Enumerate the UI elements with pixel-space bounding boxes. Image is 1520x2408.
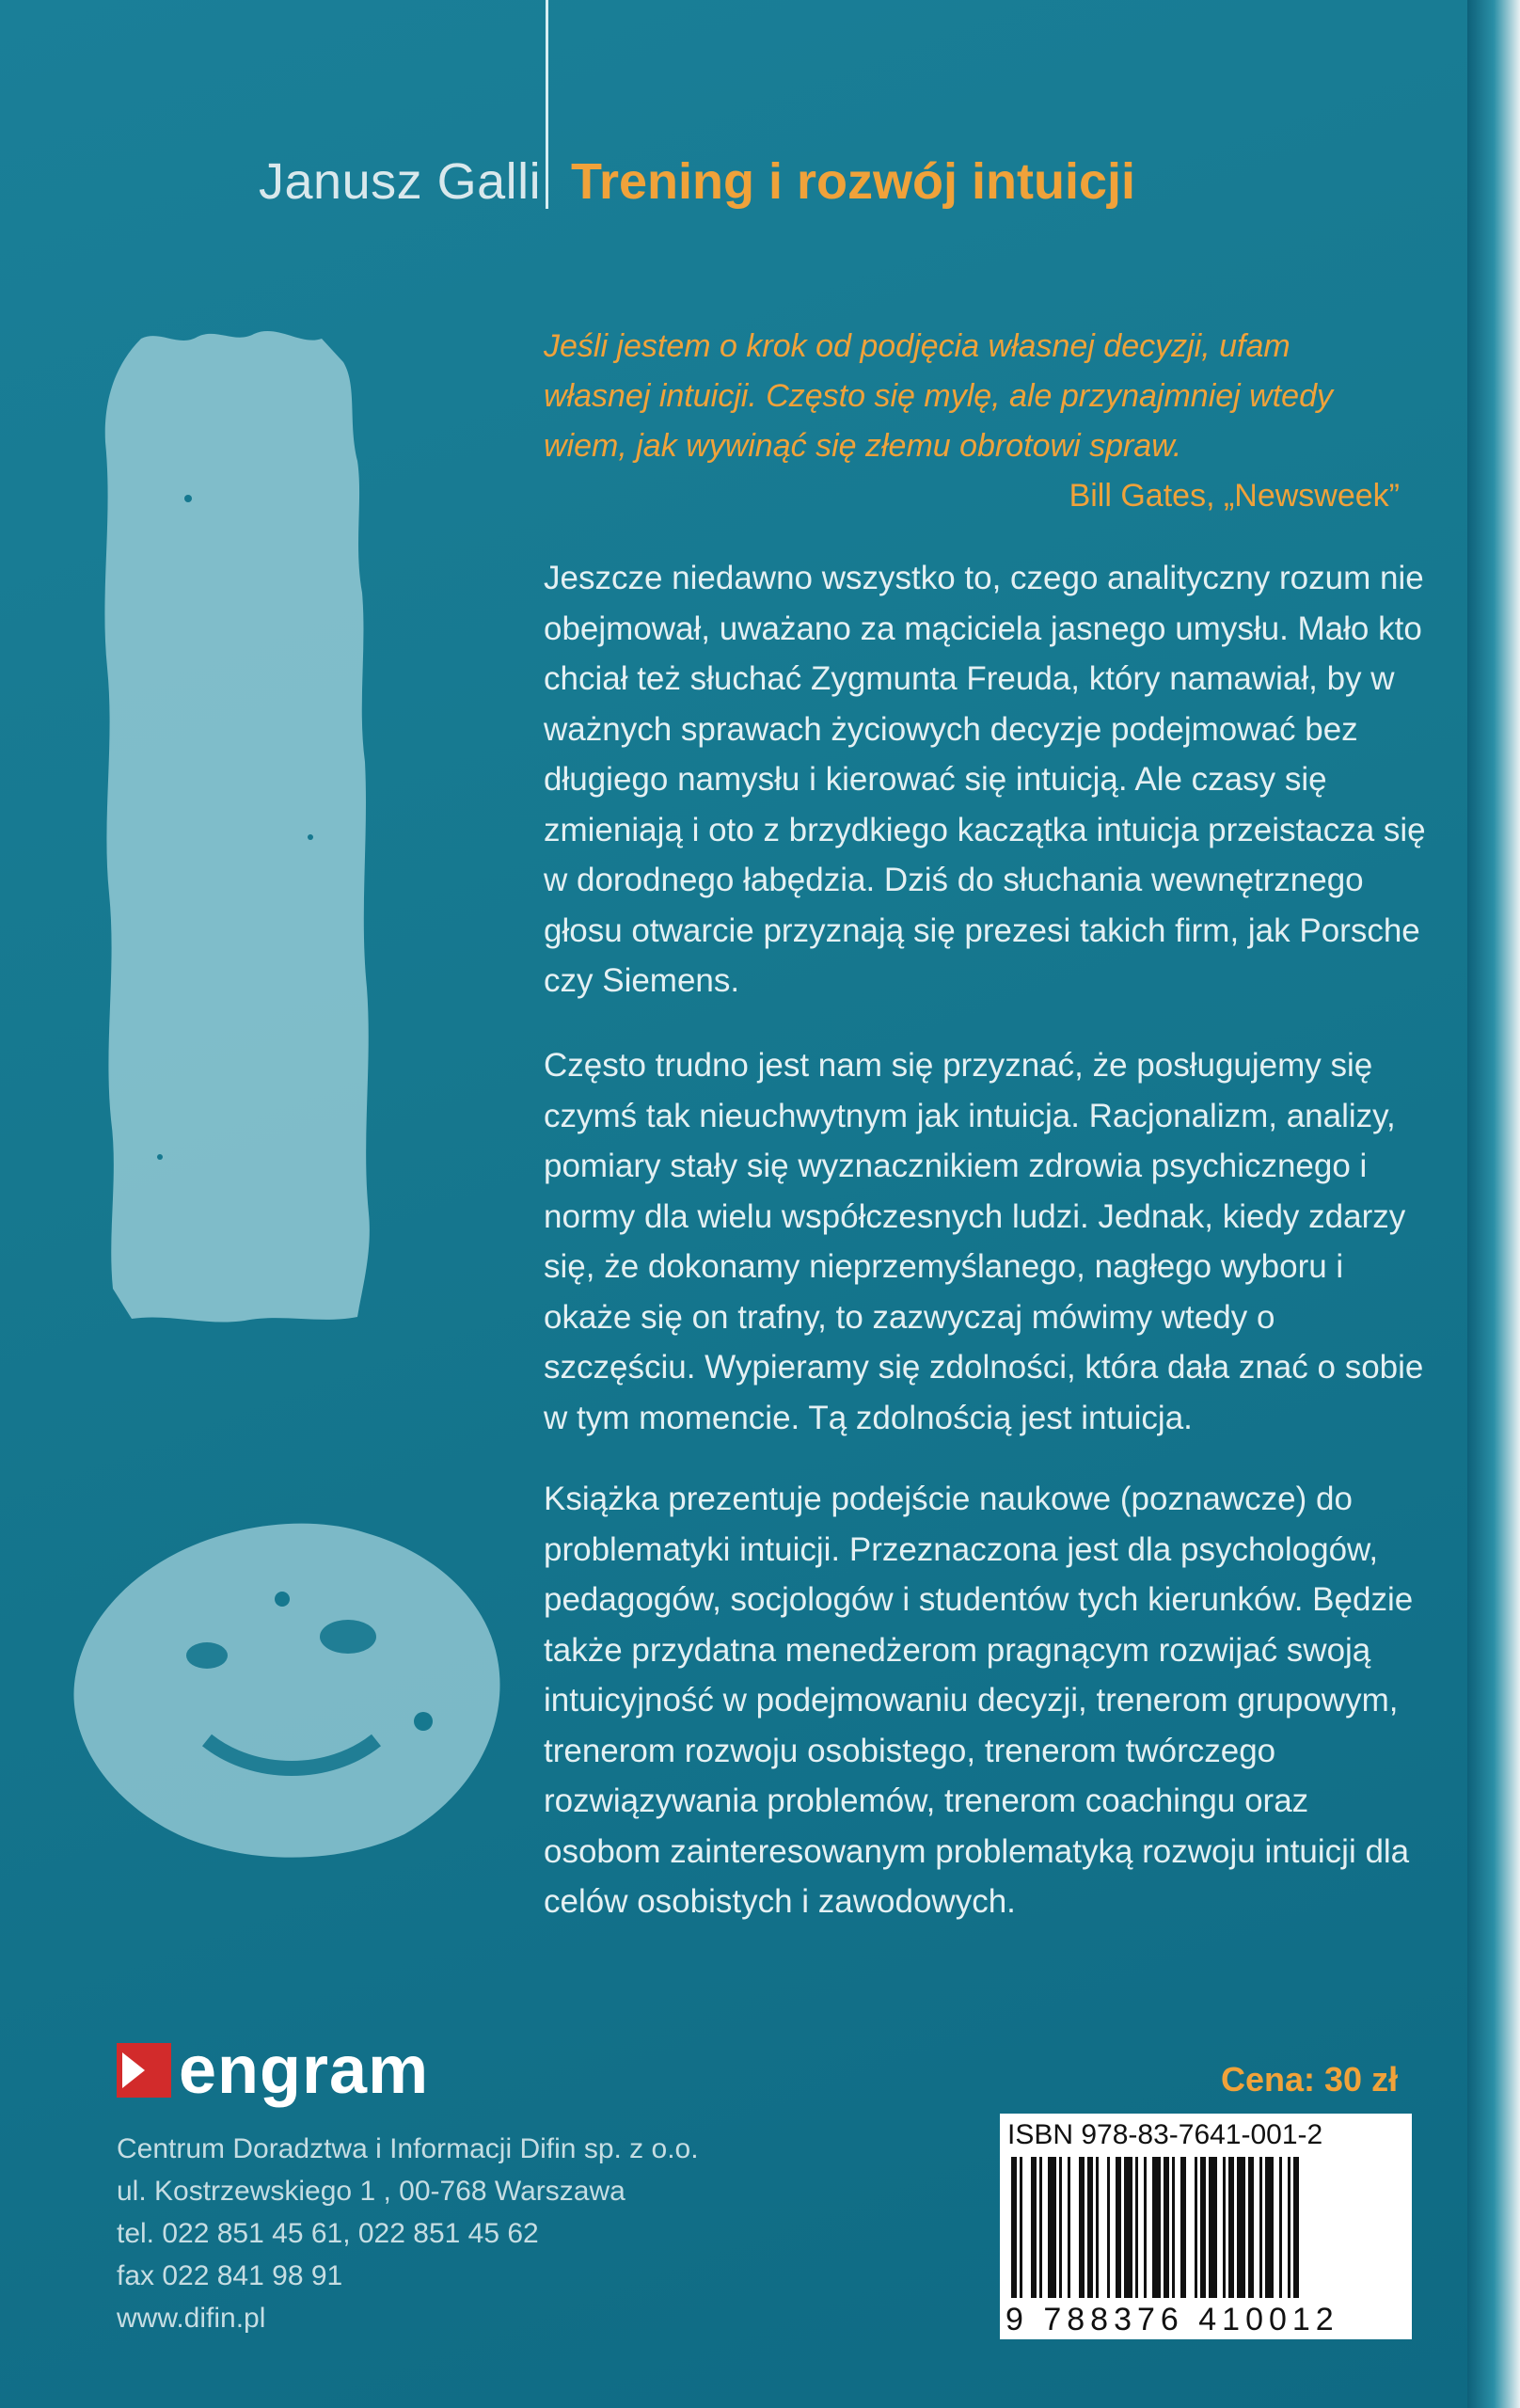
author-name: Janusz Galli [259, 153, 542, 210]
barcode-bar [1031, 2157, 1037, 2298]
barcode-bar [1195, 2157, 1197, 2298]
quote-line: wiem, jak wywinąć się złemu obrotowi spraw. [544, 428, 1182, 464]
decorative-round-blob [66, 1514, 517, 1872]
barcode-digits: 9 788376 410012 [1005, 2302, 1339, 2337]
barcode-bar [1265, 2157, 1274, 2298]
barcode-bar [1096, 2157, 1099, 2298]
barcode-bar [1068, 2157, 1070, 2298]
barcode-bar [1087, 2157, 1093, 2298]
barcode-bar [1107, 2157, 1110, 2298]
barcode-bar [1059, 2157, 1062, 2298]
quote-source: Bill Gates, „Newsweek” [1069, 478, 1400, 514]
barcode-bar [1124, 2157, 1132, 2298]
book-title: Trening i rozwój intuicji [571, 153, 1136, 210]
price-label: Cena: 30 zł [1221, 2060, 1399, 2099]
barcode-bar [1039, 2157, 1042, 2298]
blurb-paragraph: Książka prezentuje podejście naukowe (poznawcze) do problematyki intuicji. Przeznaczona jest dla psychologów, pedagogów, socjologów i studentów tych kierunków. Będzie także przydatna menedżerom pragnącym rozwijać swoją intuicyjność w podejmowaniu decyzji, trenerom grupowym, trenerom rozwoju osobistego, trenerom twórczego rozwiązywania problemów, trenerom coachingu oraz osobom zainteresowanym problematyką rozwoju intuicji dla celów osobistych i zawodowych. [544, 1481, 1414, 1920]
publisher-address: ul. Kostrzewskiego 1 , 00-768 Warszawa [117, 2176, 625, 2207]
blurb-paragraph: Często trudno jest nam się przyznać, że posługujemy się czymś tak nieuchwytnym jak intuicja. Racjonalizm, analizy, pomiary stały się wyznacznikiem zdrowia psychicznego i normy dla wielu współczesnych ludzi. Jednak, kiedy zdarzy się, że dokonamy nieprzemyślanego, nagłego wyboru i okaże się on trafny, to zazwyczaj mówimy wtedy o szczęściu. Wypieramy się zdolności, która dała znać o sobie w tym momencie. Tą zdolnością jest intuicja. [544, 1047, 1424, 1436]
barcode-bars [1007, 2157, 1404, 2298]
quote-line: własnej intuicji. Często się mylę, ale przynajmniej wtedy [544, 378, 1333, 414]
barcode-bar [1200, 2157, 1206, 2298]
blurb-paragraph: Jeszcze niedawno wszystko to, czego analityczny rozum nie obejmował, uważano za mąciciela jasnego umysłu. Mało kto chciał też słuchać Zygmunta Freuda, który namawiał, by w ważnych sprawach życiowych decyzje podejmować bez długiego namysłu i kierować się intuicją. Ale czasy się zmieniają i oto z brzydkiego kaczątka intuicja przeistacza się w dorodnego łabędzia. Dziś do słuchania wewnętrznego głosu otwarcie przyznają się prezesi takich firm, jak Porsche czy Siemens. [544, 560, 1426, 999]
barcode-bar [1011, 2157, 1017, 2298]
decorative-rectangle-blob [75, 310, 414, 1345]
publisher-website: www.difin.pl [117, 2303, 266, 2334]
barcode-bar [1079, 2157, 1085, 2298]
isbn-barcode [1000, 2114, 1412, 2339]
barcode-bar [1180, 2157, 1186, 2298]
barcode-bar [1135, 2157, 1138, 2298]
barcode-bar [1116, 2157, 1121, 2298]
barcode-bar [1237, 2157, 1245, 2298]
publisher-line: Centrum Doradztwa i Informacji Difin sp. z o.o. [117, 2133, 699, 2164]
barcode-bar [1152, 2157, 1161, 2298]
barcode-bar [1209, 2157, 1217, 2298]
barcode-bar [1248, 2157, 1254, 2298]
publisher-logo [117, 2032, 429, 2109]
barcode-bar [1293, 2157, 1299, 2298]
publisher-fax: fax 022 841 98 91 [117, 2260, 343, 2291]
barcode-bar [1164, 2157, 1169, 2298]
publisher-info [117, 2128, 699, 2339]
barcode-bar [1259, 2157, 1262, 2298]
barcode-bar [1172, 2157, 1175, 2298]
title-divider [546, 0, 548, 209]
barcode-bar [1144, 2157, 1147, 2298]
epigraph-quote [544, 322, 1428, 471]
barcode-bar [1279, 2157, 1282, 2298]
barcode-bar [1020, 2157, 1022, 2298]
publisher-phone: tel. 022 851 45 61, 022 851 45 62 [117, 2218, 539, 2249]
barcode-bar [1288, 2157, 1290, 2298]
logo-mark-icon [117, 2043, 171, 2098]
barcode-bar [1048, 2157, 1056, 2298]
quote-line: Jeśli jestem o krok od podjęcia własnej decyzji, ufam [544, 328, 1290, 364]
book-binding-edge [1467, 0, 1520, 2408]
isbn-label: ISBN 978-83-7641-001-2 [1007, 2119, 1323, 2150]
barcode-bar [1228, 2157, 1234, 2298]
logo-text: engram [179, 2033, 430, 2108]
barcode-bar [1223, 2157, 1226, 2298]
